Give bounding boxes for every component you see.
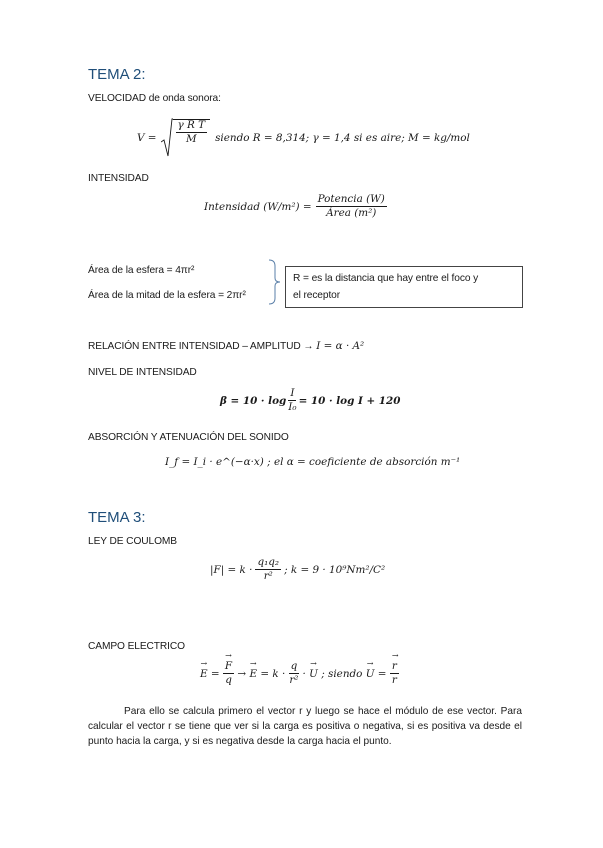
coulomb-fraction: [255, 557, 281, 583]
coulomb-denominator: r²: [263, 570, 273, 583]
relacion-line: [88, 340, 364, 352]
tema2-title: TEMA 2:: [88, 66, 146, 83]
coulomb-label: LEY DE COULOMB: [88, 536, 177, 547]
velocidad-formula: [137, 118, 470, 158]
nivel-label: NIVEL DE INTENSIDAD: [88, 367, 197, 378]
tema3-title: TEMA 3:: [88, 509, 146, 526]
coulomb-lhs: |F| = k ·: [210, 563, 253, 576]
sqrt-numerator: γ R T: [176, 120, 208, 133]
velocidad-lhs: V =: [137, 132, 157, 144]
nota-r-line2: el receptor: [293, 290, 341, 301]
velocidad-tail: siendo R = 8,314; γ = 1,4 si es aire; M = kg/mol: [215, 132, 470, 144]
campo-paragraph: Para ello se calcula primero el vector r y luego se hace el módulo de ese vector. Para calcular el vector r se tiene que ver si la carga es positiva o negativa, si es positiva va desde el punto hacia la carga, y si es negativa desde la carga hacia el punto.: [88, 706, 522, 748]
area-esfera: Área de la esfera = 4πr²: [88, 265, 195, 276]
relacion-formula: I = α · A²: [316, 340, 365, 352]
relacion-label: RELACIÓN ENTRE INTENSIDAD – AMPLITUD →: [88, 341, 317, 352]
absorcion-formula: I_f = I_i · e^(−α·x) ; el α = coeficiente de absorción m⁻¹: [165, 456, 461, 468]
nivel-formula: [220, 388, 400, 414]
coulomb-rhs: ; k = 9 · 10⁹Nm²/C²: [284, 563, 386, 576]
area-mitad-esfera: Área de la mitad de la esfera = 2πr²: [88, 290, 246, 301]
nivel-denominator: I₀: [288, 401, 297, 414]
campo-formula: → E = → $\frac{F}{q}$ → → E = k · $\frac{q}{\text{r²}}$ · → U ; siendo → U = → $\frac{r}{r}$: [200, 661, 399, 687]
intensidad-label: INTENSIDAD: [88, 173, 149, 184]
nota-r-line1: R = es la distancia que hay entre el foco y: [293, 273, 479, 284]
velocidad-label: VELOCIDAD de onda sonora:: [88, 93, 221, 104]
campo-label: CAMPO ELECTRICO: [88, 641, 185, 652]
brace-icon: [268, 259, 282, 305]
nota-r-box: [285, 266, 523, 308]
coulomb-formula: [210, 557, 385, 583]
nivel-fraction: [288, 388, 296, 414]
nivel-lhs: β = 10 · log: [220, 394, 287, 407]
intensidad-denominator: Área (m²): [326, 207, 377, 220]
nivel-rhs: = 10 · log I + 120: [298, 394, 401, 407]
sqrt-denominator: M: [185, 133, 197, 146]
radical-icon: [161, 118, 173, 158]
absorcion-label: ABSORCIÓN Y ATENUACIÓN DEL SONIDO: [88, 432, 289, 443]
nivel-numerator: I: [288, 388, 296, 401]
sqrt-symbol: [161, 118, 211, 158]
intensidad-formula: [204, 194, 387, 220]
coulomb-numerator: q₁q₂: [255, 557, 281, 570]
intensidad-numerator: Potencia (W): [316, 194, 387, 207]
intensidad-fraction: [316, 194, 387, 220]
intensidad-lhs: Intensidad (W/m²) =: [204, 200, 312, 213]
